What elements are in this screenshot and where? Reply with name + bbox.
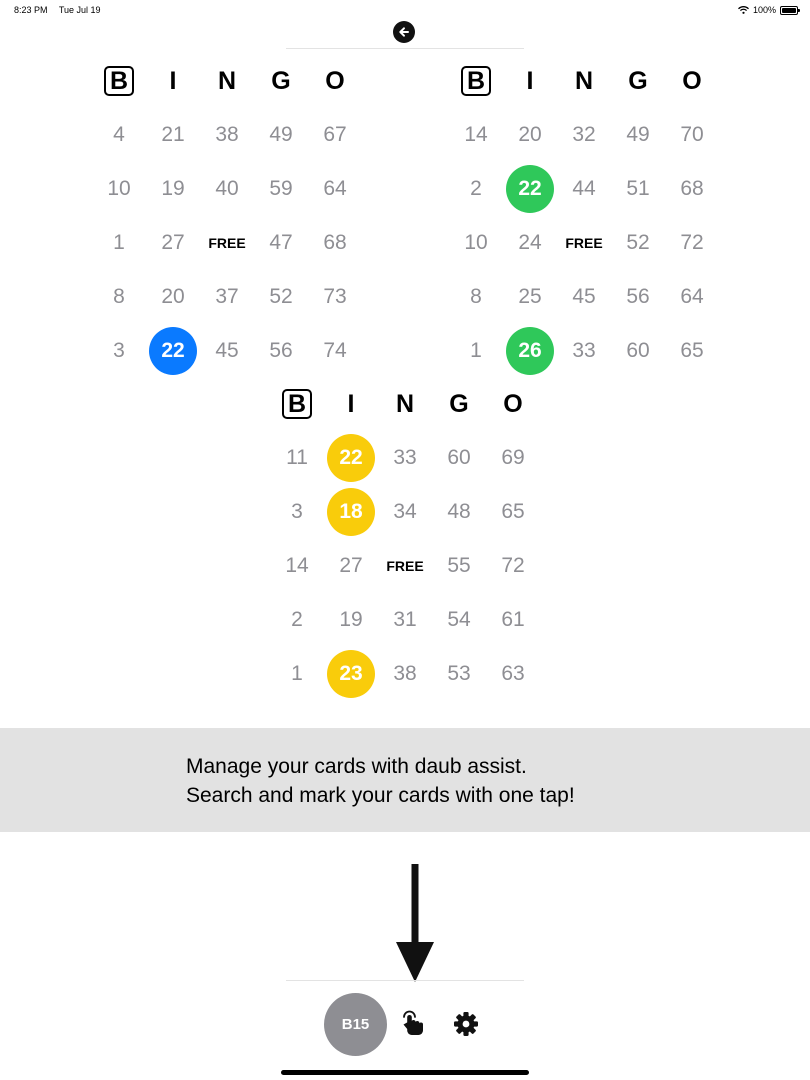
card-row: [449, 270, 719, 324]
cell-number: 54: [447, 608, 471, 631]
daubed-number-cell[interactable]: [324, 485, 378, 539]
header-letter-i: [503, 54, 557, 108]
cell-number: 21: [161, 123, 185, 146]
header-letter-text: G: [628, 66, 648, 95]
daubed-number-cell[interactable]: [146, 324, 200, 378]
cell-number: 52: [626, 231, 650, 254]
header-letter-i: [324, 377, 378, 431]
number-cell[interactable]: [432, 593, 486, 647]
header-letter-text: B: [461, 66, 491, 96]
number-cell[interactable]: [449, 270, 503, 324]
cell-number: 48: [447, 500, 471, 523]
cell-number: 64: [323, 177, 347, 200]
number-cell[interactable]: [92, 324, 146, 378]
number-cell[interactable]: [270, 593, 324, 647]
number-cell[interactable]: [432, 485, 486, 539]
cell-number: 44: [572, 177, 596, 200]
number-cell[interactable]: [665, 108, 719, 162]
bingo-card-3: [270, 377, 540, 701]
card-row: [92, 108, 362, 162]
cell-number: 45: [215, 339, 239, 362]
number-cell[interactable]: [146, 216, 200, 270]
header-letter-text: I: [526, 66, 534, 95]
number-cell[interactable]: [200, 324, 254, 378]
number-cell[interactable]: [486, 485, 540, 539]
cell-number: 10: [464, 231, 488, 254]
cell-number: 19: [339, 608, 363, 631]
header-letter-text: O: [682, 66, 702, 95]
status-bar: [0, 0, 810, 20]
cell-number: 1: [470, 339, 482, 362]
free-space[interactable]: [378, 539, 432, 593]
cell-number: 49: [626, 123, 650, 146]
card-row: [92, 270, 362, 324]
number-cell[interactable]: [432, 539, 486, 593]
number-cell[interactable]: [308, 324, 362, 378]
card-row: [270, 431, 540, 485]
cell-number: 20: [518, 123, 542, 146]
number-cell[interactable]: [557, 270, 611, 324]
number-cell[interactable]: [432, 647, 486, 701]
number-cell[interactable]: [611, 270, 665, 324]
down-arrow-icon: [396, 864, 434, 982]
number-cell[interactable]: [665, 324, 719, 378]
cell-number: 38: [393, 662, 417, 685]
called-number-button[interactable]: B15: [324, 993, 387, 1056]
number-cell[interactable]: [254, 216, 308, 270]
number-cell[interactable]: [92, 162, 146, 216]
cell-number: 32: [572, 123, 596, 146]
number-cell[interactable]: [254, 162, 308, 216]
header-letter-text: B: [282, 389, 312, 419]
cell-number: 51: [626, 177, 650, 200]
cell-number: 33: [393, 446, 417, 469]
cell-number: FREE: [208, 235, 246, 251]
header-letter-text: O: [503, 389, 523, 418]
number-cell[interactable]: [665, 216, 719, 270]
cell-number: 24: [518, 231, 542, 254]
card-header: [92, 54, 362, 108]
cell-number: 45: [572, 285, 596, 308]
cell-number: 65: [501, 500, 525, 523]
number-cell[interactable]: [486, 593, 540, 647]
number-cell[interactable]: [557, 324, 611, 378]
cell-number: 38: [215, 123, 239, 146]
cell-number: 72: [680, 231, 704, 254]
cell-number: 22: [506, 165, 554, 213]
header-letter-n: [557, 54, 611, 108]
cell-number: 60: [447, 446, 471, 469]
cell-number: 23: [327, 650, 375, 698]
cell-number: 8: [113, 285, 125, 308]
gear-icon[interactable]: [452, 1010, 480, 1038]
number-cell[interactable]: [486, 539, 540, 593]
cell-number: 14: [464, 123, 488, 146]
bingo-card-2: [449, 54, 719, 378]
number-cell[interactable]: [270, 431, 324, 485]
card-row: [449, 324, 719, 378]
cell-number: 74: [323, 339, 347, 362]
card-row: [449, 162, 719, 216]
cell-number: 56: [269, 339, 293, 362]
card-row: [449, 216, 719, 270]
number-cell[interactable]: [200, 270, 254, 324]
card-row: [92, 162, 362, 216]
card-header: [449, 54, 719, 108]
cell-number: 53: [447, 662, 471, 685]
number-cell[interactable]: [449, 216, 503, 270]
number-cell[interactable]: [611, 108, 665, 162]
number-cell[interactable]: [200, 108, 254, 162]
header-letter-n: [378, 377, 432, 431]
top-divider: [286, 48, 524, 49]
cell-number: 2: [291, 608, 303, 631]
card-row: [270, 485, 540, 539]
number-cell[interactable]: [611, 324, 665, 378]
cell-number: 68: [680, 177, 704, 200]
header-letter-text: G: [449, 389, 469, 418]
header-letter-b: [92, 54, 146, 108]
tap-hand-icon[interactable]: [400, 1008, 430, 1038]
number-cell[interactable]: [254, 108, 308, 162]
header-letter-o: [486, 377, 540, 431]
cell-number: 34: [393, 500, 417, 523]
number-cell[interactable]: [486, 647, 540, 701]
number-cell[interactable]: [324, 593, 378, 647]
cell-number: 68: [323, 231, 347, 254]
number-cell[interactable]: [308, 270, 362, 324]
cell-number: 52: [269, 285, 293, 308]
status-date: Tue Jul 19: [58, 5, 101, 15]
cell-number: 64: [680, 285, 704, 308]
number-cell[interactable]: [200, 162, 254, 216]
cell-number: 2: [470, 177, 482, 200]
header-letter-n: [200, 54, 254, 108]
number-cell[interactable]: [378, 485, 432, 539]
daubed-number-cell[interactable]: [324, 647, 378, 701]
back-button[interactable]: [393, 21, 415, 43]
card-row: [449, 108, 719, 162]
daubed-number-cell[interactable]: [503, 324, 557, 378]
header-letter-b: [449, 54, 503, 108]
number-cell[interactable]: [270, 485, 324, 539]
cell-number: 47: [269, 231, 293, 254]
card-header: [270, 377, 540, 431]
cell-number: 27: [339, 554, 363, 577]
cell-number: 55: [447, 554, 471, 577]
number-cell[interactable]: [378, 593, 432, 647]
bingo-card-1: [92, 54, 362, 378]
card-row: [92, 324, 362, 378]
number-cell[interactable]: [432, 431, 486, 485]
header-letter-text: O: [325, 66, 345, 95]
cell-number: 19: [161, 177, 185, 200]
cell-number: 10: [107, 177, 131, 200]
card-row: [270, 647, 540, 701]
number-cell[interactable]: [92, 216, 146, 270]
status-time: 8:23 PM: [14, 5, 48, 15]
number-cell[interactable]: [557, 162, 611, 216]
number-cell[interactable]: [665, 270, 719, 324]
cell-number: 22: [149, 327, 197, 375]
cell-number: 65: [680, 339, 704, 362]
cell-number: 4: [113, 123, 125, 146]
wifi-icon: [738, 6, 749, 14]
cell-number: 61: [501, 608, 525, 631]
number-cell[interactable]: [449, 162, 503, 216]
number-cell[interactable]: [308, 216, 362, 270]
banner-line-1: Manage your cards with daub assist.: [186, 755, 527, 778]
status-right: [738, 5, 798, 15]
number-cell[interactable]: [324, 539, 378, 593]
header-letter-text: N: [395, 389, 415, 418]
bottom-divider: [286, 980, 524, 981]
header-letter-text: I: [169, 66, 177, 95]
number-cell[interactable]: [611, 216, 665, 270]
cell-number: 73: [323, 285, 347, 308]
status-left: [14, 5, 110, 15]
number-cell[interactable]: [270, 539, 324, 593]
number-cell[interactable]: [146, 162, 200, 216]
cell-number: 3: [113, 339, 125, 362]
number-cell[interactable]: [254, 270, 308, 324]
header-letter-g: [432, 377, 486, 431]
header-letter-text: I: [347, 389, 355, 418]
cell-number: FREE: [565, 235, 603, 251]
number-cell[interactable]: [611, 162, 665, 216]
number-cell[interactable]: [503, 270, 557, 324]
header-letter-g: [254, 54, 308, 108]
number-cell[interactable]: [308, 108, 362, 162]
card-row: [270, 593, 540, 647]
cell-number: 63: [501, 662, 525, 685]
home-indicator: [281, 1070, 529, 1075]
cell-number: 18: [327, 488, 375, 536]
number-cell[interactable]: [92, 108, 146, 162]
banner-line-2: Search and mark your cards with one tap!: [186, 784, 575, 807]
cell-number: 3: [291, 500, 303, 523]
number-cell[interactable]: [378, 647, 432, 701]
cell-number: 25: [518, 285, 542, 308]
daubed-number-cell[interactable]: [324, 431, 378, 485]
cell-number: 49: [269, 123, 293, 146]
cell-number: 72: [501, 554, 525, 577]
header-letter-text: N: [574, 66, 594, 95]
cell-number: 37: [215, 285, 239, 308]
header-letter-b: [270, 377, 324, 431]
cell-number: 60: [626, 339, 650, 362]
number-cell[interactable]: [665, 162, 719, 216]
number-cell[interactable]: [146, 108, 200, 162]
battery-icon: [780, 6, 798, 15]
number-cell[interactable]: [378, 431, 432, 485]
banner-text: [186, 752, 575, 810]
card-row: [270, 539, 540, 593]
cell-number: 22: [327, 434, 375, 482]
cell-number: 33: [572, 339, 596, 362]
cell-number: 26: [506, 327, 554, 375]
cell-number: 8: [470, 285, 482, 308]
back-arrow-icon: [398, 26, 410, 38]
number-cell[interactable]: [503, 216, 557, 270]
cell-number: 11: [286, 446, 308, 469]
cell-number: 56: [626, 285, 650, 308]
number-cell[interactable]: [270, 647, 324, 701]
cell-number: FREE: [386, 558, 424, 574]
number-cell[interactable]: [503, 108, 557, 162]
cell-number: 70: [680, 123, 704, 146]
header-letter-g: [611, 54, 665, 108]
cell-number: 14: [285, 554, 309, 577]
header-letter-o: [665, 54, 719, 108]
header-letter-text: G: [271, 66, 291, 95]
info-banner: [0, 728, 810, 832]
header-letter-o: [308, 54, 362, 108]
battery-percent: 100%: [752, 5, 776, 15]
card-row: [92, 216, 362, 270]
number-cell[interactable]: [92, 270, 146, 324]
number-cell[interactable]: [486, 431, 540, 485]
number-cell[interactable]: [449, 108, 503, 162]
cell-number: 27: [161, 231, 185, 254]
number-cell[interactable]: [449, 324, 503, 378]
cell-number: 69: [501, 446, 525, 469]
free-space[interactable]: [557, 216, 611, 270]
number-cell[interactable]: [308, 162, 362, 216]
cell-number: 1: [291, 662, 303, 685]
header-letter-text: N: [217, 66, 237, 95]
daubed-number-cell[interactable]: [503, 162, 557, 216]
number-cell[interactable]: [146, 270, 200, 324]
header-letter-text: B: [104, 66, 134, 96]
cell-number: 20: [161, 285, 185, 308]
cell-number: 40: [215, 177, 239, 200]
cell-number: 1: [113, 231, 125, 254]
free-space[interactable]: [200, 216, 254, 270]
header-letter-i: [146, 54, 200, 108]
number-cell[interactable]: [557, 108, 611, 162]
cell-number: 67: [323, 123, 347, 146]
number-cell[interactable]: [254, 324, 308, 378]
cell-number: 31: [393, 608, 417, 631]
cell-number: 59: [269, 177, 293, 200]
